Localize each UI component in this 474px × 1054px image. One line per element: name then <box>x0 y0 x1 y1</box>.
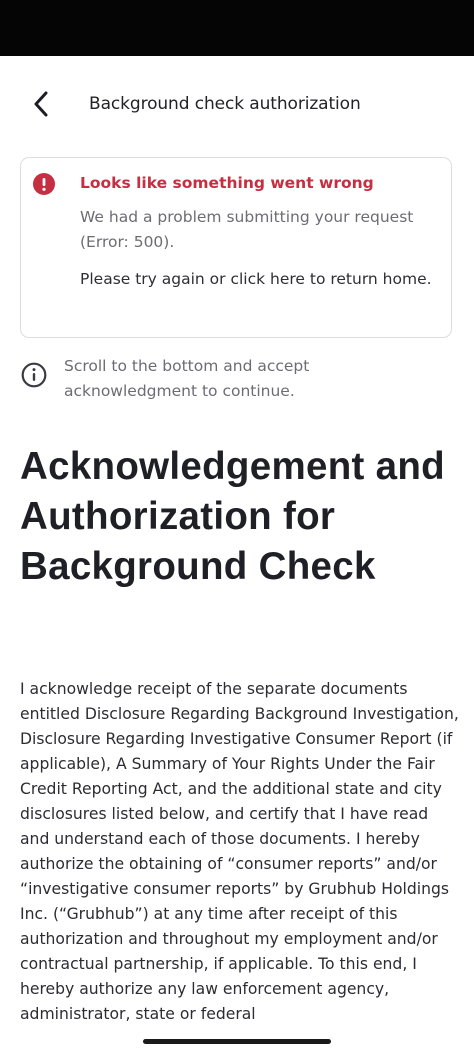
chevron-left-icon <box>32 91 50 117</box>
info-circle-icon <box>21 362 47 388</box>
document-body: I acknowledge receipt of the separate documents entitled Disclosure Regarding Background Investigation, Disclosure Regarding Investigative Consumer Report (if applicable), A Summary of Your Rights Under the Fair Credit Reporting Act, and the additional state and city disclosures listed below, and certify that I have read and understand each of those documents. I hereby authorize the obtaining of “consumer reports” and/or “investigative consumer reports” by Grubhub Holdings Inc. (“Grubhub”) at any time after receipt of this authorization and throughout my employment and/or contractual partnership, if applicable. To this end, I hereby authorize any law enforcement agency, administrator, state or federal <box>20 680 459 1023</box>
document-heading: Acknowledgement and Authorization for Background Check <box>20 445 445 588</box>
header <box>0 56 474 152</box>
back-button[interactable] <box>24 86 58 122</box>
info-notice <box>20 354 460 408</box>
page-title: Background check authorization <box>89 94 361 114</box>
return-home-link[interactable]: Please try again or click here to return home. <box>80 270 432 288</box>
status-bar <box>0 0 474 56</box>
error-alert <box>20 157 452 338</box>
info-text: Scroll to the bottom and accept acknowledgment to continue. <box>64 357 310 400</box>
error-title: Looks like something went wrong <box>80 174 374 192</box>
home-indicator <box>143 1039 331 1044</box>
exclamation-circle-icon <box>33 173 55 195</box>
error-message: We had a problem submitting your request (Error: 500). <box>80 208 414 251</box>
